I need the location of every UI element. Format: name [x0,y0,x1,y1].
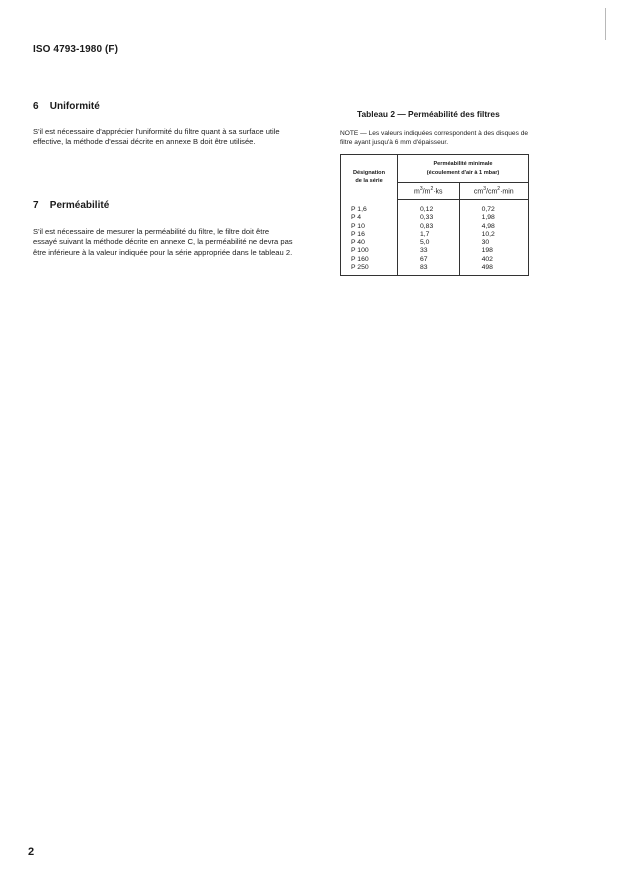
cell-permeability-cm3: 402 [459,256,528,264]
table-row [341,231,529,239]
cell-permeability-cm3: 4,98 [459,223,528,231]
table-title: Tableau 2 — Perméabilité des filtres [357,109,500,119]
section-6-body: S'il est nécessaire d'apprécier l'uniformité du filtre quant à sa surface utile effective, la méthode d'essai décrite en annexe B doit être utilisée. [33,127,280,147]
section-6-heading [33,101,100,112]
section-7-body: S'il est nécessaire de mesurer la perméabilité du filtre, le filtre doit être essayé suivant la méthode décrite en annexe C, la perméabilité ne devra pas être inférieure à la valeur indiquée pour la série appropriée dans le tableau 2. [33,227,293,257]
cell-permeability-m3: 0,83 [398,223,460,231]
cell-designation: P 4 [341,214,398,222]
document-header: ISO 4793-1980 (F) [33,44,119,55]
header-perm-line2: (écoulement d'air à 1 mbar) [426,169,500,176]
cell-permeability-m3: 83 [398,264,460,276]
table-note: NOTE — Les valeurs indiquées correspondent à des disques de filtre ayant jusqu'à 6 mm d'épaisseur. [340,130,529,146]
cell-permeability-m3: 0,33 [398,214,460,222]
table-row [341,264,529,276]
section-6-number: 6 [33,101,39,112]
unit2-part-b: /cm [486,188,498,196]
header-unit-cm3 [459,183,528,200]
permeability-table [340,154,529,276]
section-7-heading [33,200,109,211]
unit1-sup2: 2 [430,186,434,193]
table-row [341,200,529,215]
unit2-part-c: ·min [500,188,514,196]
unit1-part-a: m [414,188,420,196]
cell-permeability-m3: 5,0 [398,239,460,247]
cell-designation: P 100 [341,247,398,255]
unit2-sup1: 3 [483,186,487,193]
cell-permeability-cm3: 0,72 [459,200,528,215]
cell-designation: P 160 [341,256,398,264]
section-7-title: Perméabilité [49,200,110,211]
table-row [341,223,529,231]
table-row [341,239,529,247]
unit2-sup2: 2 [497,186,501,193]
cell-designation: P 1,6 [341,200,398,215]
header-perm-line1: Perméabilité minimale [433,161,493,168]
cell-permeability-m3: 1,7 [398,231,460,239]
section-6-title: Uniformité [49,101,100,112]
cell-permeability-cm3: 10,2 [459,231,528,239]
unit2-part-a: cm [473,188,484,196]
page-number: 2 [28,846,35,858]
table-row [341,214,529,222]
cell-permeability-cm3: 30 [459,239,528,247]
cell-permeability-m3: 33 [398,247,460,255]
cell-permeability-cm3: 198 [459,247,528,255]
header-permeability [398,155,529,183]
header-designation [341,155,398,200]
section-7-number: 7 [33,200,39,211]
cell-designation: P 250 [341,264,398,276]
header-designation-line1: Désignation [352,170,385,177]
unit1-part-c: ·ks [433,188,443,196]
cell-permeability-cm3: 498 [459,264,528,276]
cell-permeability-m3: 0,12 [398,200,460,215]
cell-permeability-cm3: 1,98 [459,214,528,222]
header-unit-m3 [398,183,460,200]
cell-designation: P 10 [341,223,398,231]
unit1-sup1: 3 [419,186,423,193]
cell-designation: P 40 [341,239,398,247]
table-row [341,256,529,264]
table-row [341,247,529,255]
unit1-part-b: /m [422,188,431,196]
corner-scan-mark [605,8,606,40]
cell-designation: P 16 [341,231,398,239]
header-designation-line2: de la série [355,178,383,185]
cell-permeability-m3: 67 [398,256,460,264]
